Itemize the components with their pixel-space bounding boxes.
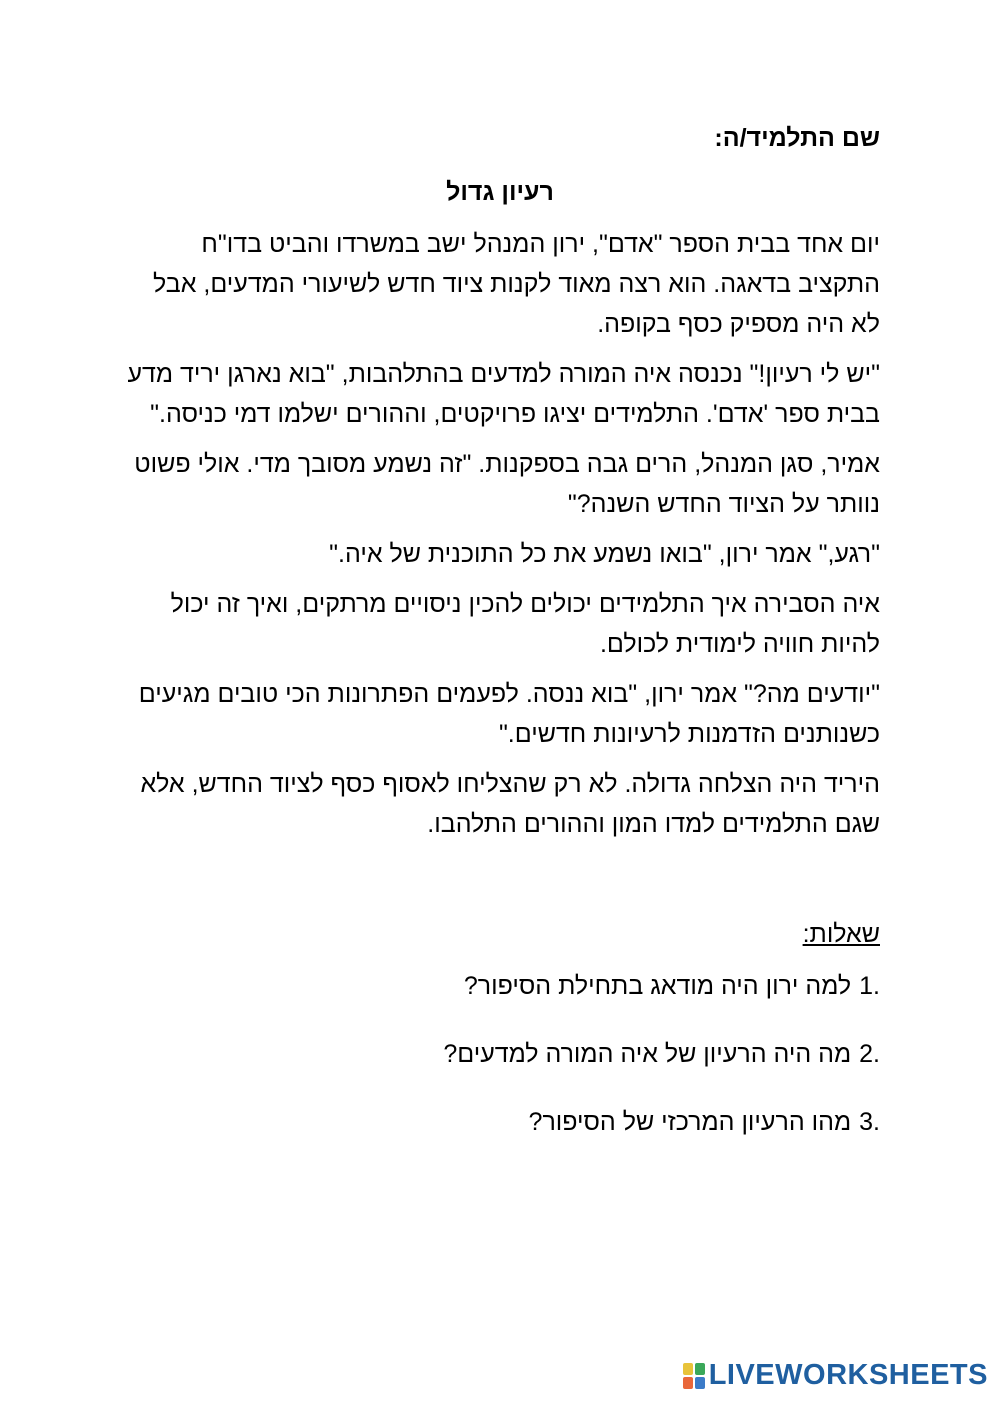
question-text: למה ירון היה מודאג בתחילת הסיפור? [463, 972, 852, 1000]
story-title: רעיון גדול [446, 178, 554, 206]
logo-square [695, 1363, 705, 1375]
worksheet-page [120, 118, 880, 1170]
question-1 [120, 966, 880, 1006]
story-paragraph-5: איה הסבירה איך התלמידים יכולים להכין ניסויים מרתקים, ואיך זה יכול להיות חוויה לימודית לכולם. [170, 590, 880, 658]
question-text: מהו הרעיון המרכזי של הסיפור? [528, 1108, 852, 1136]
question-text: מה היה הרעיון של איה המורה למדעים? [443, 1040, 852, 1068]
liveworksheets-logo [683, 1359, 988, 1392]
logo-square [695, 1377, 705, 1389]
question-number: 1. [859, 972, 880, 1000]
student-name-label: שם התלמיד/ה: [714, 124, 880, 152]
questions-heading: שאלות: [802, 920, 880, 948]
story-paragraph-1: יום אחד בבית הספר "אדם", ירון המנהל ישב במשרדו והביט בדו"ח התקציב בדאגה. הוא רצה מאוד לקנות ציוד חדש לשיעורי המדעים, אבל לא היה מספיק כסף בקופה. [153, 230, 880, 338]
logo-square [683, 1363, 693, 1375]
question-number: 2. [859, 1040, 880, 1068]
logo-text: LIVEWORKSHEETS [708, 1359, 988, 1391]
logo-square [683, 1377, 693, 1389]
story-paragraph-4: "רגע," אמר ירון, "בואו נשמע את כל התוכנית של איה." [329, 540, 880, 568]
story-paragraph-3: אמיר, סגן המנהל, הרים גבה בספקנות. "זה נשמע מסובך מדי. אולי פשוט נוותר על הציוד החדש השנה?" [134, 450, 880, 518]
story-paragraph-2: "יש לי רעיון!" נכנסה איה המורה למדעים בהתלהבות, "בוא נארגן יריד מדע בבית ספר 'אדם'. התלמידים יציגו פרויקטים, וההורים ישלמו דמי כניסה." [127, 360, 880, 428]
question-number: 3. [859, 1108, 880, 1136]
question-2 [120, 1034, 880, 1074]
liveworksheets-logo-icon [683, 1363, 705, 1389]
story-paragraph-7: היריד היה הצלחה גדולה. לא רק שהצליחו לאסוף כסף לציוד החדש, אלא שגם התלמידים למדו המון וההורים התלהבו. [140, 770, 880, 838]
question-3 [120, 1102, 880, 1142]
story-paragraph-6: "יודעים מה?" אמר ירון, "בוא ננסה. לפעמים הפתרונות הכי טובים מגיעים כשנותנים הזדמנות לרעיונות חדשים." [138, 680, 880, 748]
